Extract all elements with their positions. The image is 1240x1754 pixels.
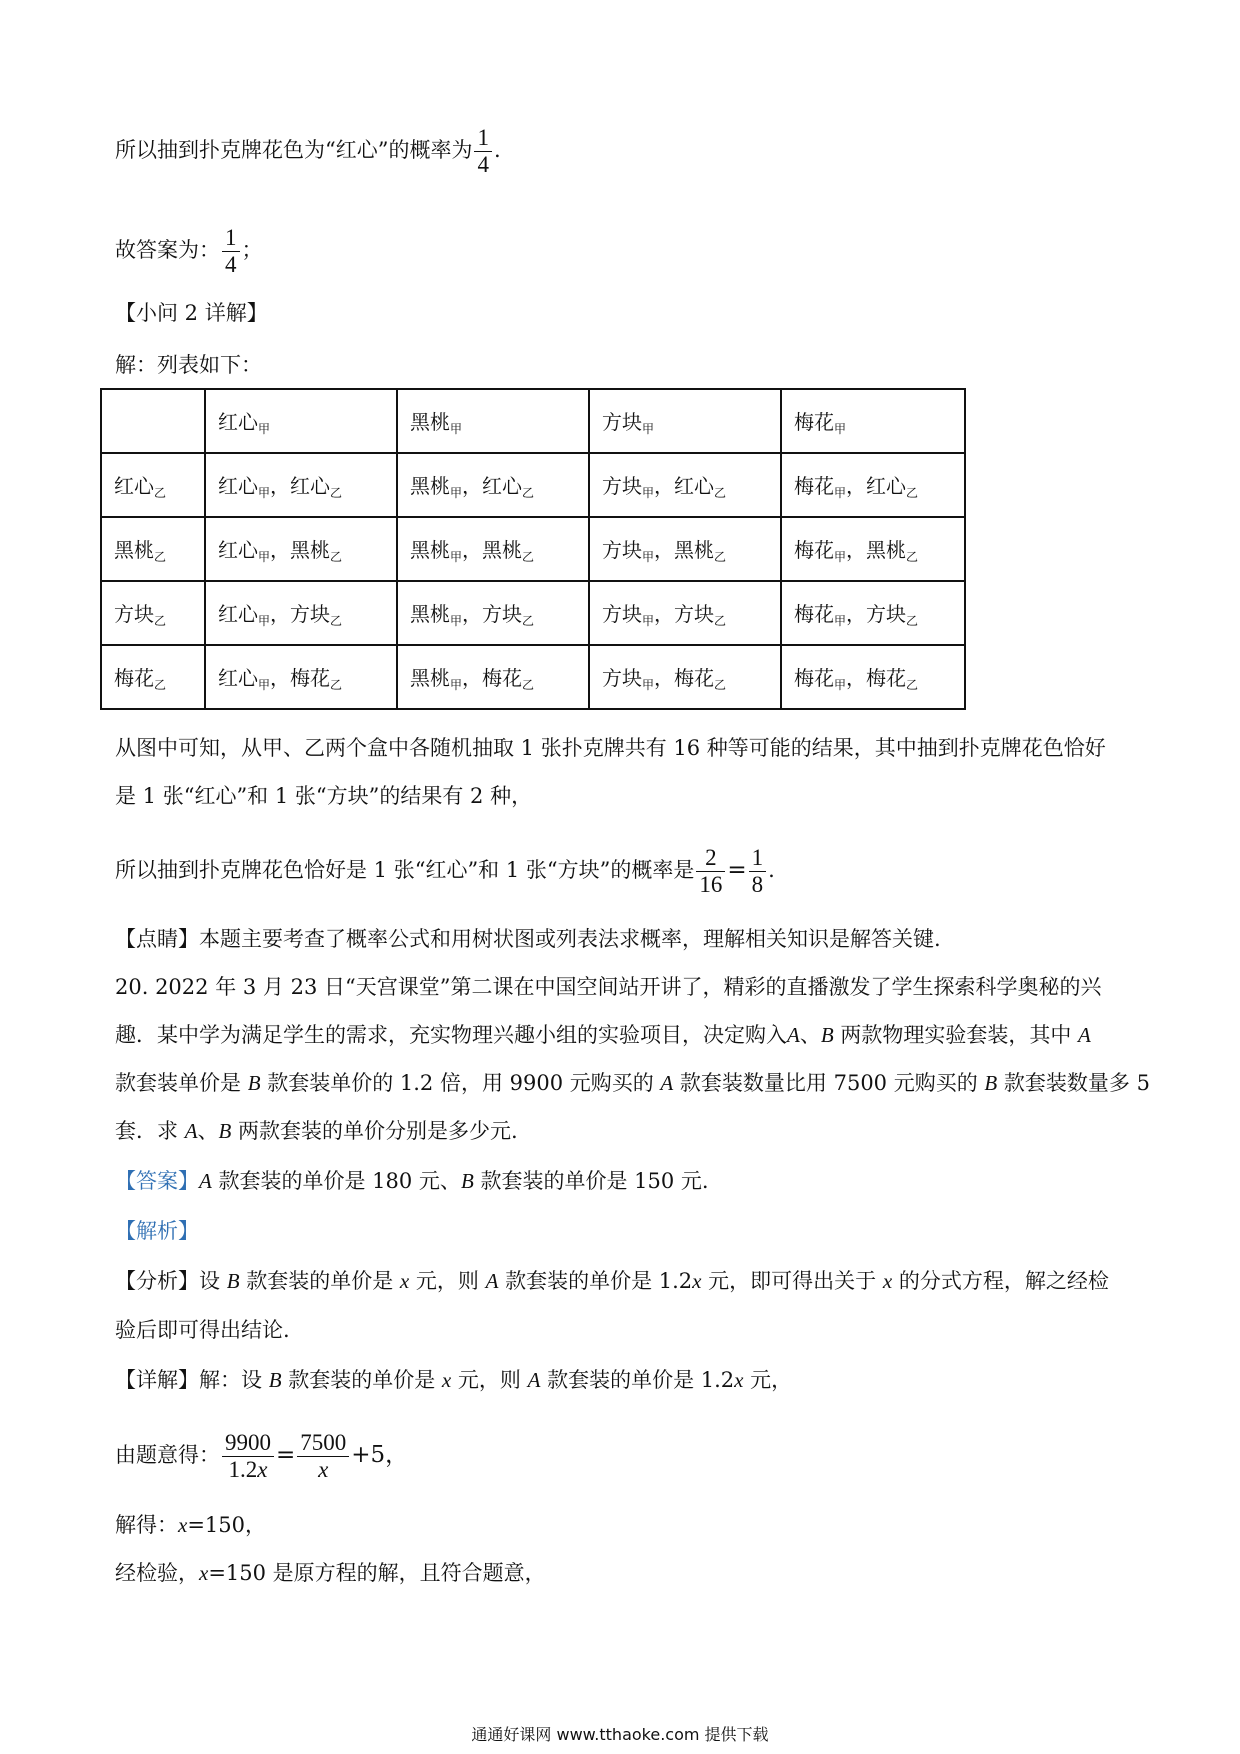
- fraction-denominator: 8: [751, 872, 764, 897]
- variable-x: x: [257, 1457, 268, 1482]
- cell-separator: ，: [462, 537, 483, 562]
- text-segment: 款套装的单价是 1.2: [498, 1269, 693, 1293]
- question-20-line-3: [115, 1068, 1150, 1098]
- table-header-row: [101, 389, 965, 453]
- table-header-cell: [397, 389, 589, 453]
- question-20-line-4: [115, 1116, 518, 1146]
- cell-text: 红心: [674, 473, 715, 498]
- variable-x: x: [441, 1368, 452, 1392]
- table-cell: [589, 581, 781, 645]
- text-line-probability-result: [115, 845, 775, 898]
- text-segment: 元，即可得出关于: [701, 1269, 883, 1293]
- text-segment: 套．求: [115, 1119, 185, 1143]
- cell-subscript: 乙: [906, 485, 919, 500]
- table-row: [101, 581, 965, 645]
- text-segment: 故答案为：: [115, 238, 220, 262]
- equals-sign: =: [727, 857, 747, 883]
- cell-text: 方块: [602, 473, 642, 498]
- cell-text: 红心: [482, 473, 523, 498]
- cell-separator: ，: [846, 601, 867, 626]
- cell-subscript: 甲: [834, 421, 847, 436]
- equation-line: [115, 1430, 408, 1483]
- cell-separator: ，: [846, 537, 867, 562]
- variable-a: A: [199, 1169, 212, 1193]
- cell-text: 梅花: [794, 537, 834, 562]
- cell-text: 黑桃: [482, 537, 523, 562]
- table-cell: [205, 581, 397, 645]
- text-segment: 由题意得：: [115, 1443, 220, 1467]
- answer-line: [115, 1166, 709, 1196]
- table-body: [101, 453, 965, 709]
- cell-text: 方块: [674, 601, 715, 626]
- text-segment: ；: [241, 238, 263, 262]
- fraction-denominator: 4: [477, 152, 489, 177]
- cell-subscript: 甲: [834, 549, 847, 564]
- variable-a: A: [1078, 1023, 1091, 1047]
- table-intro: 解：列表如下：: [115, 353, 262, 377]
- text-segment: 所以抽到扑克牌花色恰好是 1 张“红心”和 1 张“方块”的概率是: [115, 858, 695, 882]
- cell-subscript: 乙: [330, 677, 343, 692]
- cell-text: 梅花: [794, 473, 834, 498]
- cell-subscript: 甲: [642, 485, 655, 500]
- table-header-cell: [205, 389, 397, 453]
- solve-line: [115, 1510, 266, 1540]
- text-segment: 款套装单价的 1.2 倍，用 9900 元购买的: [260, 1071, 661, 1095]
- cell-text: 黑桃: [410, 473, 450, 498]
- table-cell: [397, 581, 589, 645]
- text-segment: 经检验，: [115, 1561, 199, 1585]
- cell-text: 梅花: [482, 665, 523, 690]
- cell-text: 红心: [218, 473, 258, 498]
- text-segment: 【分析】设: [115, 1269, 227, 1293]
- variable-a: A: [184, 1119, 198, 1143]
- cell-separator: ，: [270, 473, 291, 498]
- cell-text: 红心: [218, 537, 258, 562]
- text-line-answer: [115, 225, 263, 278]
- cell-text: 梅花: [114, 665, 154, 690]
- variable-b: B: [268, 1368, 282, 1392]
- table-row-header-cell: [101, 453, 205, 517]
- cell-separator: ，: [846, 665, 867, 690]
- fraction-denominator: 4: [225, 252, 237, 277]
- variable-b: B: [226, 1269, 240, 1293]
- analysis-line-1: [115, 1266, 1109, 1296]
- detail-line: [115, 1365, 792, 1395]
- cell-subscript: 乙: [522, 613, 535, 628]
- fraction-numerator: 7500: [297, 1430, 349, 1457]
- question-20-line-1: 20. 2022 年 3 月 23 日“天宫课堂”第二课在中国空间站开讲了，精彩的直播激发了学生探索科学奥秘的兴: [115, 975, 1102, 999]
- table-header-cell: [781, 389, 965, 453]
- cell-text: 方块: [602, 665, 642, 690]
- cell-subscript: 乙: [522, 485, 535, 500]
- cell-text: 黑桃: [410, 601, 450, 626]
- text-segment: +5，: [351, 1442, 409, 1468]
- table-row-header-cell: [101, 517, 205, 581]
- table-cell: [781, 517, 965, 581]
- fraction: [222, 225, 240, 278]
- variable-x: x: [199, 1561, 209, 1585]
- key-point-line: 【点睛】本题主要考查了概率公式和用树状图或列表法求概率，理解相关知识是解答关键.: [115, 927, 941, 951]
- text-segment: 元，: [743, 1368, 793, 1392]
- cell-text: 梅花: [866, 665, 907, 690]
- cell-subscript: 乙: [906, 677, 919, 692]
- table-cell: [589, 517, 781, 581]
- fraction-numerator: 1: [222, 225, 240, 252]
- table-row: [101, 453, 965, 517]
- cell-text: 方块: [114, 601, 154, 626]
- cell-text: 方块: [482, 601, 523, 626]
- table-cell: [397, 645, 589, 709]
- cell-subscript: 乙: [154, 677, 167, 692]
- table-cell: [781, 581, 965, 645]
- cell-text: 红心: [290, 473, 331, 498]
- fraction-numerator: 1: [474, 125, 492, 152]
- fraction: [297, 1430, 349, 1483]
- text-segment: 款套装数量比用 7500 元购买的: [673, 1071, 985, 1095]
- cell-subscript: 乙: [330, 613, 343, 628]
- fraction-numerator: 9900: [222, 1430, 274, 1457]
- text-segment: .: [768, 858, 775, 882]
- text-segment: 款套装数量多 5: [997, 1071, 1150, 1095]
- cell-text: 红心: [218, 601, 258, 626]
- table-row-header-cell: [101, 645, 205, 709]
- variable-b: B: [460, 1169, 474, 1193]
- text-segment: 两款物理实验套装，其中: [833, 1023, 1079, 1047]
- section-heading: 【小问 2 详解】: [115, 301, 268, 325]
- text-segment: =150 是原方程的解，且符合题意，: [208, 1561, 546, 1585]
- cell-subscript: 甲: [258, 613, 271, 628]
- cell-text: 红心: [218, 409, 258, 434]
- fraction-denominator: x: [318, 1457, 329, 1482]
- variable-x: x: [692, 1269, 702, 1293]
- cell-subscript: 乙: [906, 549, 919, 564]
- cell-text: 方块: [602, 601, 642, 626]
- cell-separator: ，: [846, 473, 867, 498]
- cell-subscript: 乙: [522, 549, 535, 564]
- cell-separator: ，: [462, 601, 483, 626]
- table-cell: [397, 517, 589, 581]
- variable-a: A: [660, 1071, 674, 1095]
- cell-text: 黑桃: [674, 537, 715, 562]
- cell-subscript: 甲: [642, 677, 655, 692]
- variable-b: B: [820, 1023, 834, 1047]
- table-row: [101, 517, 965, 581]
- cell-text: 方块: [290, 601, 331, 626]
- fraction-denominator: 16: [699, 872, 723, 897]
- table-header-cell: [589, 389, 781, 453]
- cell-separator: ，: [270, 537, 291, 562]
- table-cell: [397, 453, 589, 517]
- cell-text: 梅花: [794, 665, 834, 690]
- table-row: [101, 645, 965, 709]
- text-line-probability-heart: [115, 125, 501, 178]
- cell-subscript: 甲: [258, 677, 271, 692]
- cell-subscript: 乙: [714, 549, 727, 564]
- table-cell: [781, 645, 965, 709]
- question-20-line-2: [115, 1020, 1091, 1050]
- variable-x: x: [882, 1269, 893, 1293]
- cell-subscript: 甲: [834, 613, 847, 628]
- cell-separator: ，: [270, 601, 291, 626]
- table-cell: [589, 645, 781, 709]
- table-row-header-cell: [101, 581, 205, 645]
- cell-subscript: 甲: [450, 677, 463, 692]
- cell-subscript: 甲: [642, 613, 655, 628]
- analysis-line-2: 验后即可得出结论.: [115, 1318, 290, 1342]
- cell-separator: ，: [654, 665, 675, 690]
- fraction: [222, 1430, 274, 1483]
- cell-subscript: 甲: [258, 549, 271, 564]
- cell-text: 梅花: [794, 409, 834, 434]
- equals-sign: =: [276, 1442, 296, 1468]
- text-segment: =150，: [187, 1513, 267, 1537]
- text-segment: 款套装的单价是 150 元.: [473, 1169, 709, 1193]
- cell-separator: ，: [654, 601, 675, 626]
- cell-separator: ，: [270, 665, 291, 690]
- variable-b: B: [984, 1071, 998, 1095]
- text-segment: .: [493, 138, 501, 162]
- cell-text: 黑桃: [410, 665, 450, 690]
- paragraph-line: 从图中可知，从甲、乙两个盒中各随机抽取 1 张扑克牌共有 16 种等可能的结果，其中抽到扑克牌花色恰好: [115, 736, 1106, 760]
- cell-subscript: 乙: [714, 613, 727, 628]
- cell-subscript: 甲: [834, 677, 847, 692]
- cell-text: 梅花: [794, 601, 834, 626]
- cell-separator: ，: [462, 473, 483, 498]
- cell-subscript: 甲: [450, 549, 463, 564]
- table-cell: [205, 453, 397, 517]
- text-segment: 元，则: [451, 1368, 528, 1392]
- cell-text: 黑桃: [410, 537, 450, 562]
- cell-text: 红心: [114, 473, 154, 498]
- cell-subscript: 甲: [450, 613, 463, 628]
- cell-text: 方块: [602, 409, 642, 434]
- cell-text: 方块: [866, 601, 907, 626]
- fraction: [749, 845, 767, 898]
- cell-subscript: 甲: [450, 421, 463, 436]
- outcome-table: [100, 388, 966, 710]
- cell-subscript: 乙: [154, 549, 167, 564]
- variable-x: x: [734, 1368, 744, 1392]
- table-cell: [205, 517, 397, 581]
- cell-subscript: 甲: [258, 421, 271, 436]
- page-footer: 通通好课网 www.tthaoke.com 提供下载: [471, 1725, 769, 1744]
- cell-text: 红心: [866, 473, 907, 498]
- text-segment: 款套装的单价是: [239, 1269, 400, 1293]
- text-segment: 的分式方程，解之经检: [892, 1269, 1109, 1293]
- fraction-numerator: 2: [696, 845, 725, 872]
- variable-a: A: [787, 1023, 800, 1047]
- cell-subscript: 乙: [522, 677, 535, 692]
- cell-separator: ，: [654, 537, 675, 562]
- text-segment: 款套装的单价是 180 元、: [211, 1169, 461, 1193]
- cell-text: 红心: [218, 665, 258, 690]
- text-segment: 元，则: [409, 1269, 486, 1293]
- cell-subscript: 甲: [642, 549, 655, 564]
- cell-subscript: 乙: [330, 485, 343, 500]
- table-cell: [205, 645, 397, 709]
- cell-separator: ，: [654, 473, 675, 498]
- cell-subscript: 乙: [906, 613, 919, 628]
- text-segment: 所以抽到扑克牌花色为“红心”的概率为: [115, 138, 473, 162]
- fraction-denominator: [222, 1457, 274, 1483]
- table-cell: [781, 453, 965, 517]
- cell-subscript: 乙: [330, 549, 343, 564]
- cell-text: 黑桃: [410, 409, 450, 434]
- paragraph-line: 是 1 张“红心”和 1 张“方块”的结果有 2 种，: [115, 784, 533, 808]
- variable-x: x: [399, 1269, 410, 1293]
- cell-separator: ，: [462, 665, 483, 690]
- table-cell: [589, 453, 781, 517]
- fraction: [474, 125, 492, 178]
- cell-subscript: 乙: [154, 613, 167, 628]
- text-segment: 款套装的单价是: [281, 1368, 442, 1392]
- cell-subscript: 乙: [714, 677, 727, 692]
- cell-text: 黑桃: [866, 537, 907, 562]
- text-segment: 款套装的单价是 1.2: [540, 1368, 735, 1392]
- variable-x: x: [178, 1513, 188, 1537]
- fraction: [696, 845, 725, 898]
- text-segment: 款套装单价是: [115, 1071, 248, 1095]
- text-segment: 解得：: [115, 1513, 178, 1537]
- variable-b: B: [218, 1119, 232, 1143]
- text-segment: 两款套装的单价分别是多少元.: [231, 1119, 518, 1143]
- text-segment: 趣．某中学为满足学生的需求，充实物理兴趣小组的实验项目，决定购入: [115, 1023, 787, 1047]
- cell-text: 黑桃: [290, 537, 331, 562]
- variable-a: A: [527, 1368, 541, 1392]
- cell-subscript: 乙: [154, 485, 167, 500]
- cell-subscript: 甲: [258, 485, 271, 500]
- text-segment: 、: [197, 1119, 219, 1143]
- verify-line: [115, 1558, 546, 1588]
- text-segment: 【详解】解：设: [115, 1368, 269, 1392]
- cell-text: 梅花: [674, 665, 715, 690]
- analysis-tag: 【解析】: [115, 1219, 199, 1243]
- cell-subscript: 乙: [714, 485, 727, 500]
- fraction-numerator: 1: [749, 845, 767, 872]
- cell-text: 梅花: [290, 665, 331, 690]
- cell-subscript: 甲: [450, 485, 463, 500]
- variable-b: B: [247, 1071, 261, 1095]
- cell-text: 方块: [602, 537, 642, 562]
- denominator-number: 1.2: [228, 1457, 258, 1482]
- table-corner-cell: [101, 389, 205, 453]
- text-segment: 、: [799, 1023, 821, 1047]
- cell-text: 黑桃: [114, 537, 154, 562]
- cell-subscript: 甲: [642, 421, 655, 436]
- answer-tag: 【答案】: [115, 1169, 199, 1193]
- cell-subscript: 甲: [834, 485, 847, 500]
- variable-a: A: [485, 1269, 499, 1293]
